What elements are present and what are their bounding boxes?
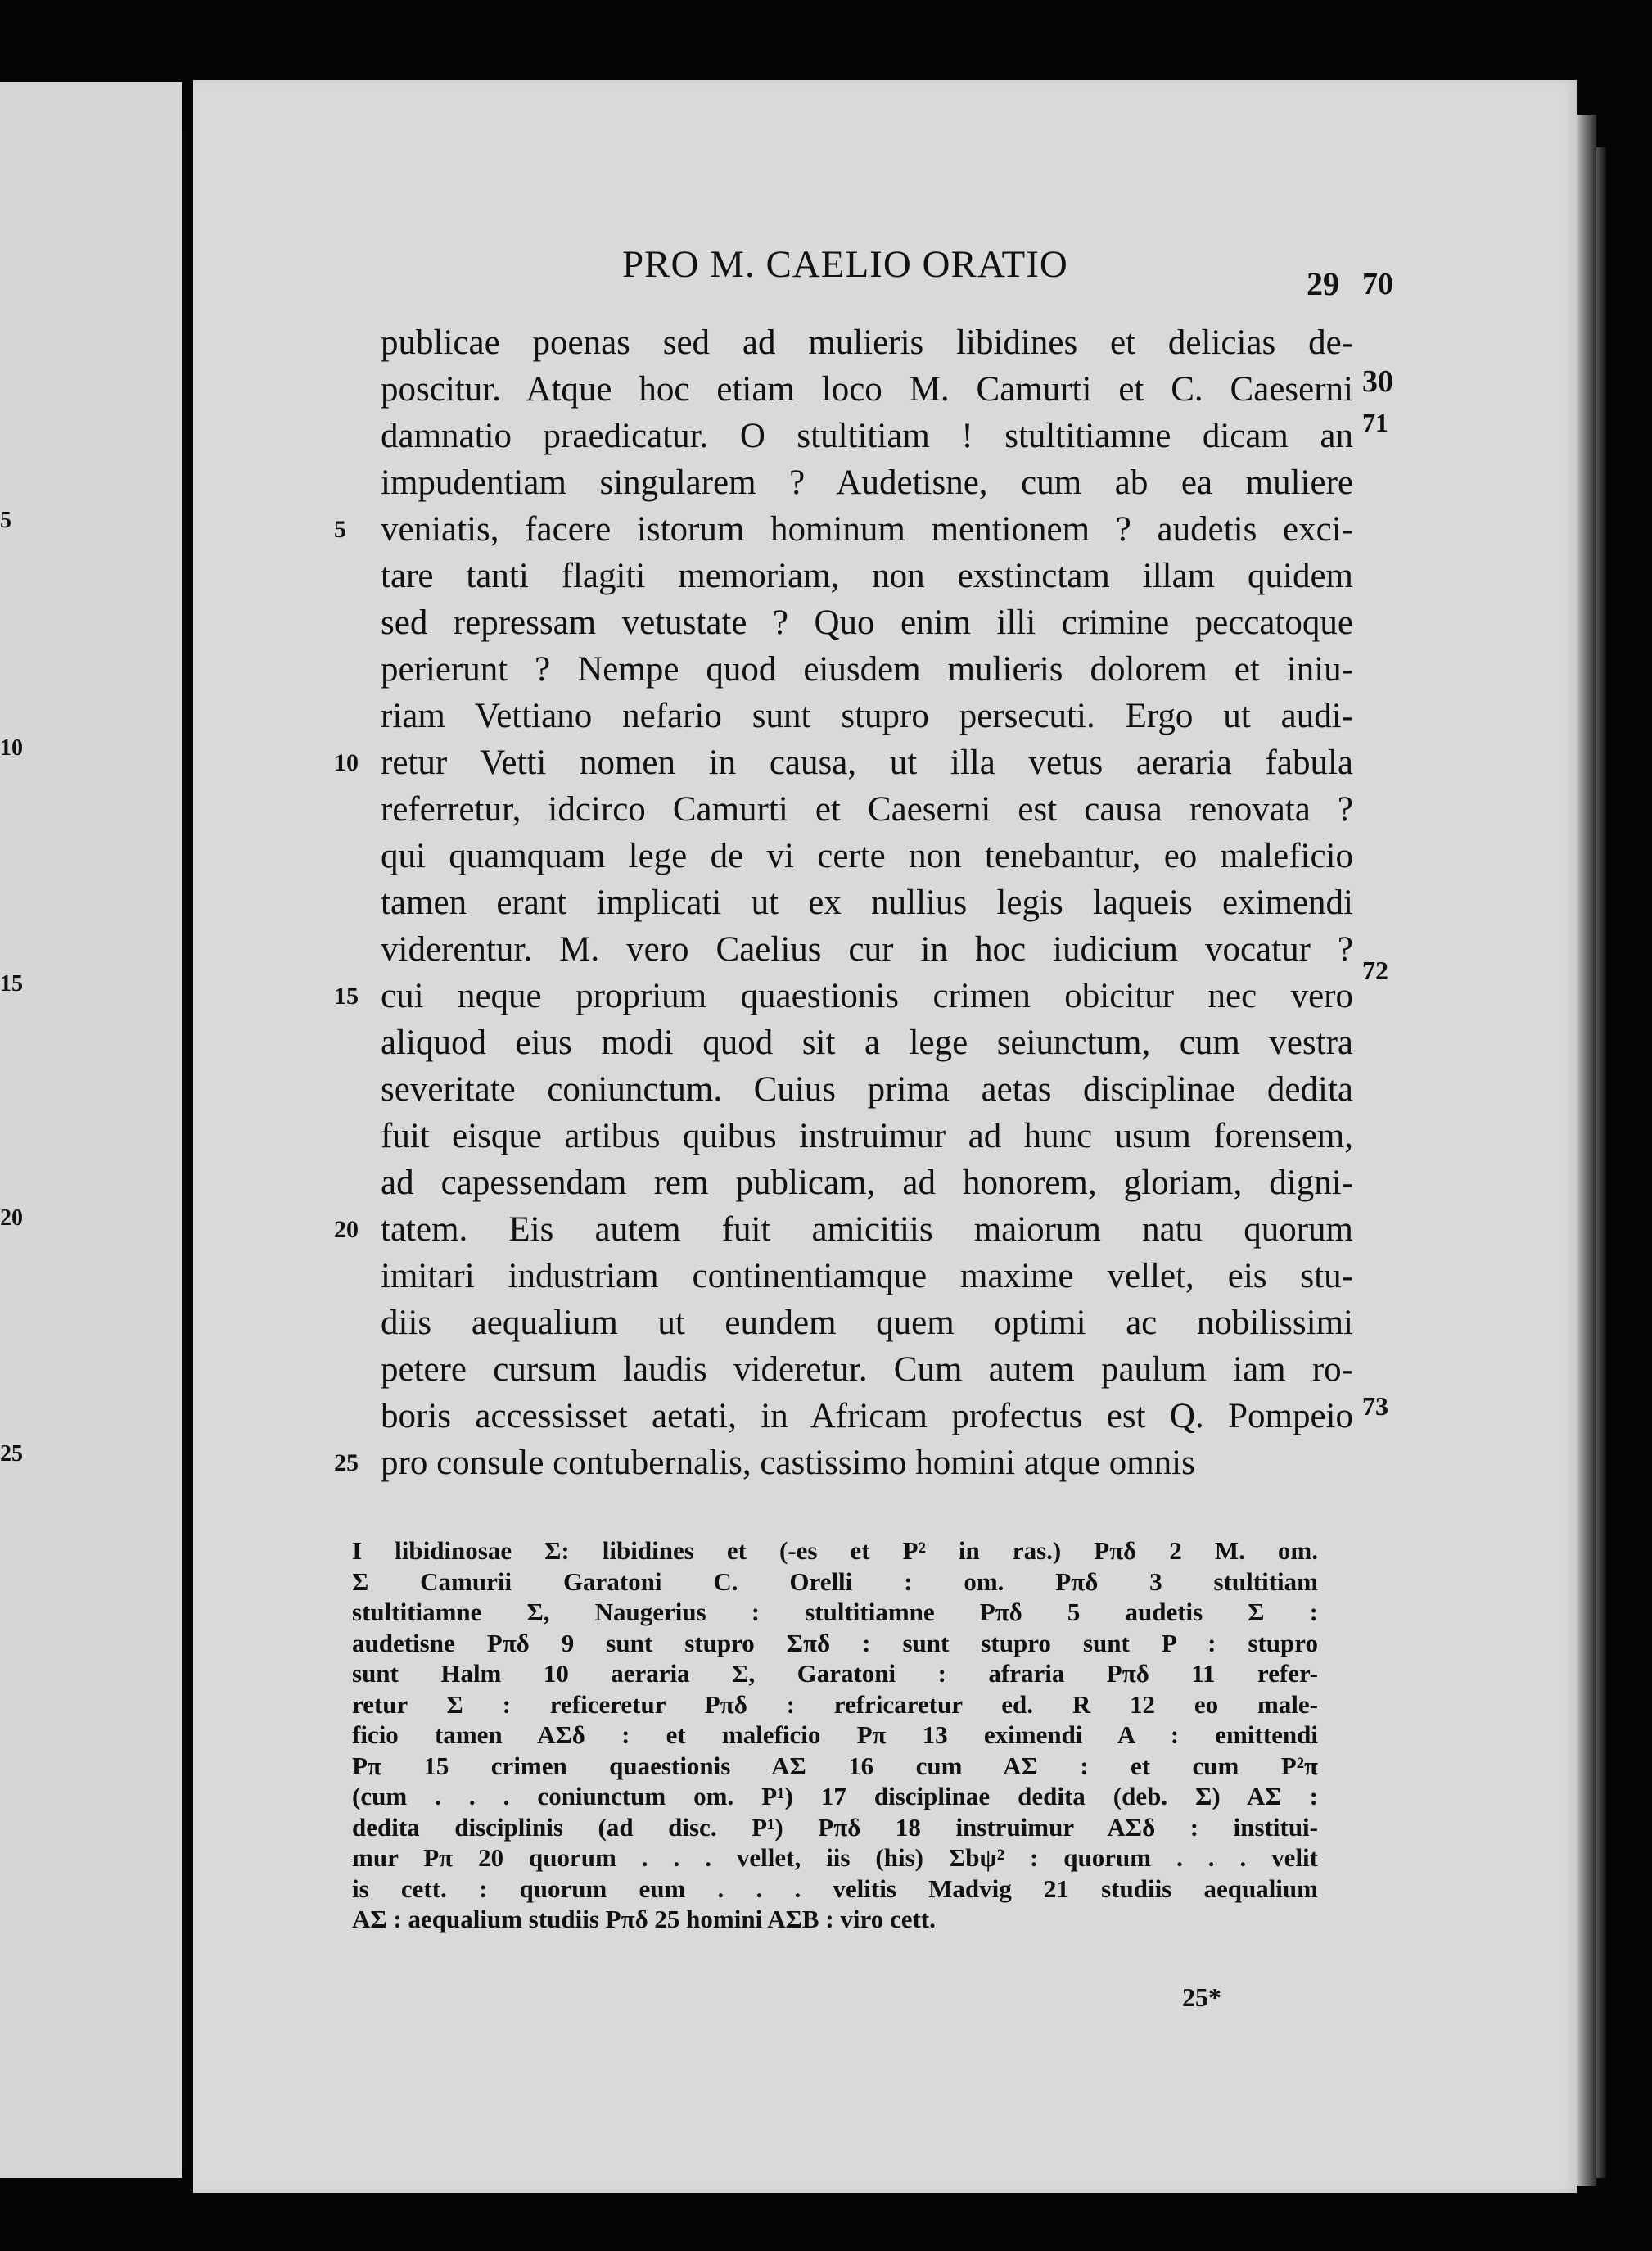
section-number: 29 xyxy=(1307,265,1339,302)
text-line: fuit eisque artibus quibus instruimur ad hunc usum forensem, xyxy=(381,1117,1353,1155)
text-line: impudentiam singularem ? Audetisne, cum ab ea muliere xyxy=(381,463,1353,502)
text-line: retur Vetti nomen in causa, ut illa vetus aeraria fabula xyxy=(381,744,1353,782)
text-line: poscitur. Atque hoc etiam loco M. Camurti et C. Caeserni xyxy=(381,370,1353,409)
chapter-marker: 73 xyxy=(1362,1391,1388,1421)
text-line: damnatio praedicatur. O stultitiam ! stultitiamne dicam an xyxy=(381,417,1353,455)
text-line: tamen erant implicati ut ex nullius legis laqueis eximendi xyxy=(381,884,1353,922)
text-line: referretur, idcirco Camurti et Caeserni est causa renovata ? xyxy=(381,790,1353,829)
apparatus-line: I libidinosae Σ: libidines et (-es et P² in ras.) Pπδ 2 M. om. xyxy=(352,1536,1318,1565)
previous-page-fragment xyxy=(0,82,182,2178)
chapter-marker: 72 xyxy=(1362,956,1388,985)
text-line: ad capessendam rem publicam, ad honorem, gloriam, digni- xyxy=(381,1164,1353,1202)
line-number: 25 xyxy=(334,1449,359,1476)
text-line: cui neque proprium quaestionis crimen obicitur nec vero xyxy=(381,977,1353,1015)
apparatus-line: is cett. : quorum eum . . . velitis Madvig 21 studiis aequalium xyxy=(352,1874,1318,1903)
critical-apparatus xyxy=(352,1535,1318,1935)
apparatus-line: retur Σ : reficeretur Pπδ : refricaretur ed. R 12 eo male- xyxy=(352,1689,1318,1719)
left-line-number: 25 xyxy=(0,1441,23,1467)
apparatus-line: Σ Camurii Garatoni C. Orelli : om. Pπδ 3 stultitiam xyxy=(352,1566,1318,1596)
apparatus-line: stultitiamne Σ, Naugerius : stultitiamne Pπδ 5 audetis Σ : xyxy=(352,1598,1318,1626)
text-line: aliquod eius modi quod sit a lege seiunctum, cum vestra xyxy=(381,1024,1353,1062)
text-line: riam Vettiano nefario sunt stupro persecuti. Ergo ut audi- xyxy=(381,697,1353,735)
page-edge-shadow xyxy=(1596,147,1606,2178)
line-number: 20 xyxy=(334,1216,359,1243)
text-line: veniatis, facere istorum hominum mentionem ? audetis exci- xyxy=(381,510,1353,549)
text-line: qui quamquam lege de vi certe non tenebantur, eo maleficio xyxy=(381,837,1353,875)
apparatus-line: mur Pπ 20 quorum . . . vellet, iis (his) Σbψ² : quorum . . . velit xyxy=(352,1843,1318,1872)
left-line-number: 5 xyxy=(0,508,11,533)
line-number: 10 xyxy=(334,749,359,776)
apparatus-line: Pπ 15 crimen quaestionis AΣ 16 cum AΣ : et cum P²π xyxy=(352,1751,1318,1780)
text-line: publicae poenas sed ad mulieris libidines et delicias de- xyxy=(381,323,1353,362)
text-line: imitari industriam continentiamque maxime vellet, eis stu- xyxy=(381,1257,1353,1295)
text-line: perierunt ? Nempe quod eiusdem mulieris dolorem et iniu- xyxy=(381,650,1353,689)
section-marker: 30 xyxy=(1362,364,1393,399)
chapter-number: 70 xyxy=(1362,267,1393,301)
chapter-marker: 71 xyxy=(1362,408,1388,437)
apparatus-line: (cum . . . coniunctum om. P¹) 17 disciplinae dedita (deb. Σ) AΣ : xyxy=(352,1782,1318,1810)
apparatus-line: audetisne Pπδ 9 sunt stupro Σπδ : sunt stupro sunt P : stupro xyxy=(352,1628,1318,1657)
apparatus-line: dedita disciplinis (ad disc. P¹) Pπδ 18 instruimur AΣδ : institui- xyxy=(352,1812,1318,1842)
left-line-number: 20 xyxy=(0,1205,23,1231)
line-number: 5 xyxy=(334,516,346,543)
text-line: severitate coniunctum. Cuius prima aetas disciplinae dedita xyxy=(381,1070,1353,1109)
text-line: tare tanti flagiti memoriam, non exstinctam illam quidem xyxy=(381,557,1353,595)
text-line: sed repressam vetustate ? Quo enim illi crimine peccatoque xyxy=(381,603,1353,642)
apparatus-line: ficio tamen AΣδ : et maleficio Pπ 13 eximendi A : emittendi xyxy=(352,1720,1318,1749)
book-gutter xyxy=(182,131,187,2170)
left-line-number: 15 xyxy=(0,971,23,997)
running-title: PRO M. CAELIO ORATIO xyxy=(622,243,1068,286)
text-line: viderentur. M. vero Caelius cur in hoc iudicium vocatur ? xyxy=(381,930,1353,969)
text-line: diis aequalium ut eundem quem optimi ac nobilissimi xyxy=(381,1304,1353,1342)
page-edge xyxy=(1577,115,1596,2186)
text-line: boris accessisset aetati, in Africam profectus est Q. Pompeio xyxy=(381,1397,1353,1435)
apparatus-line: sunt Halm 10 aeraria Σ, Garatoni : afraria Pπδ 11 refer- xyxy=(352,1659,1318,1688)
text-line: pro consule contubernalis, castissimo homini atque omnis xyxy=(381,1444,1195,1482)
printer-signature: 25* xyxy=(1182,1982,1221,2012)
left-line-number: 10 xyxy=(0,735,23,761)
line-number: 15 xyxy=(334,983,359,1010)
apparatus-line: AΣ : aequalium studiis Pπδ 25 homini AΣB : viro cett. xyxy=(352,1905,936,1933)
text-line: tatem. Eis autem fuit amicitiis maiorum natu quorum xyxy=(381,1210,1353,1249)
text-line: petere cursum laudis videretur. Cum autem paulum iam ro- xyxy=(381,1350,1353,1389)
